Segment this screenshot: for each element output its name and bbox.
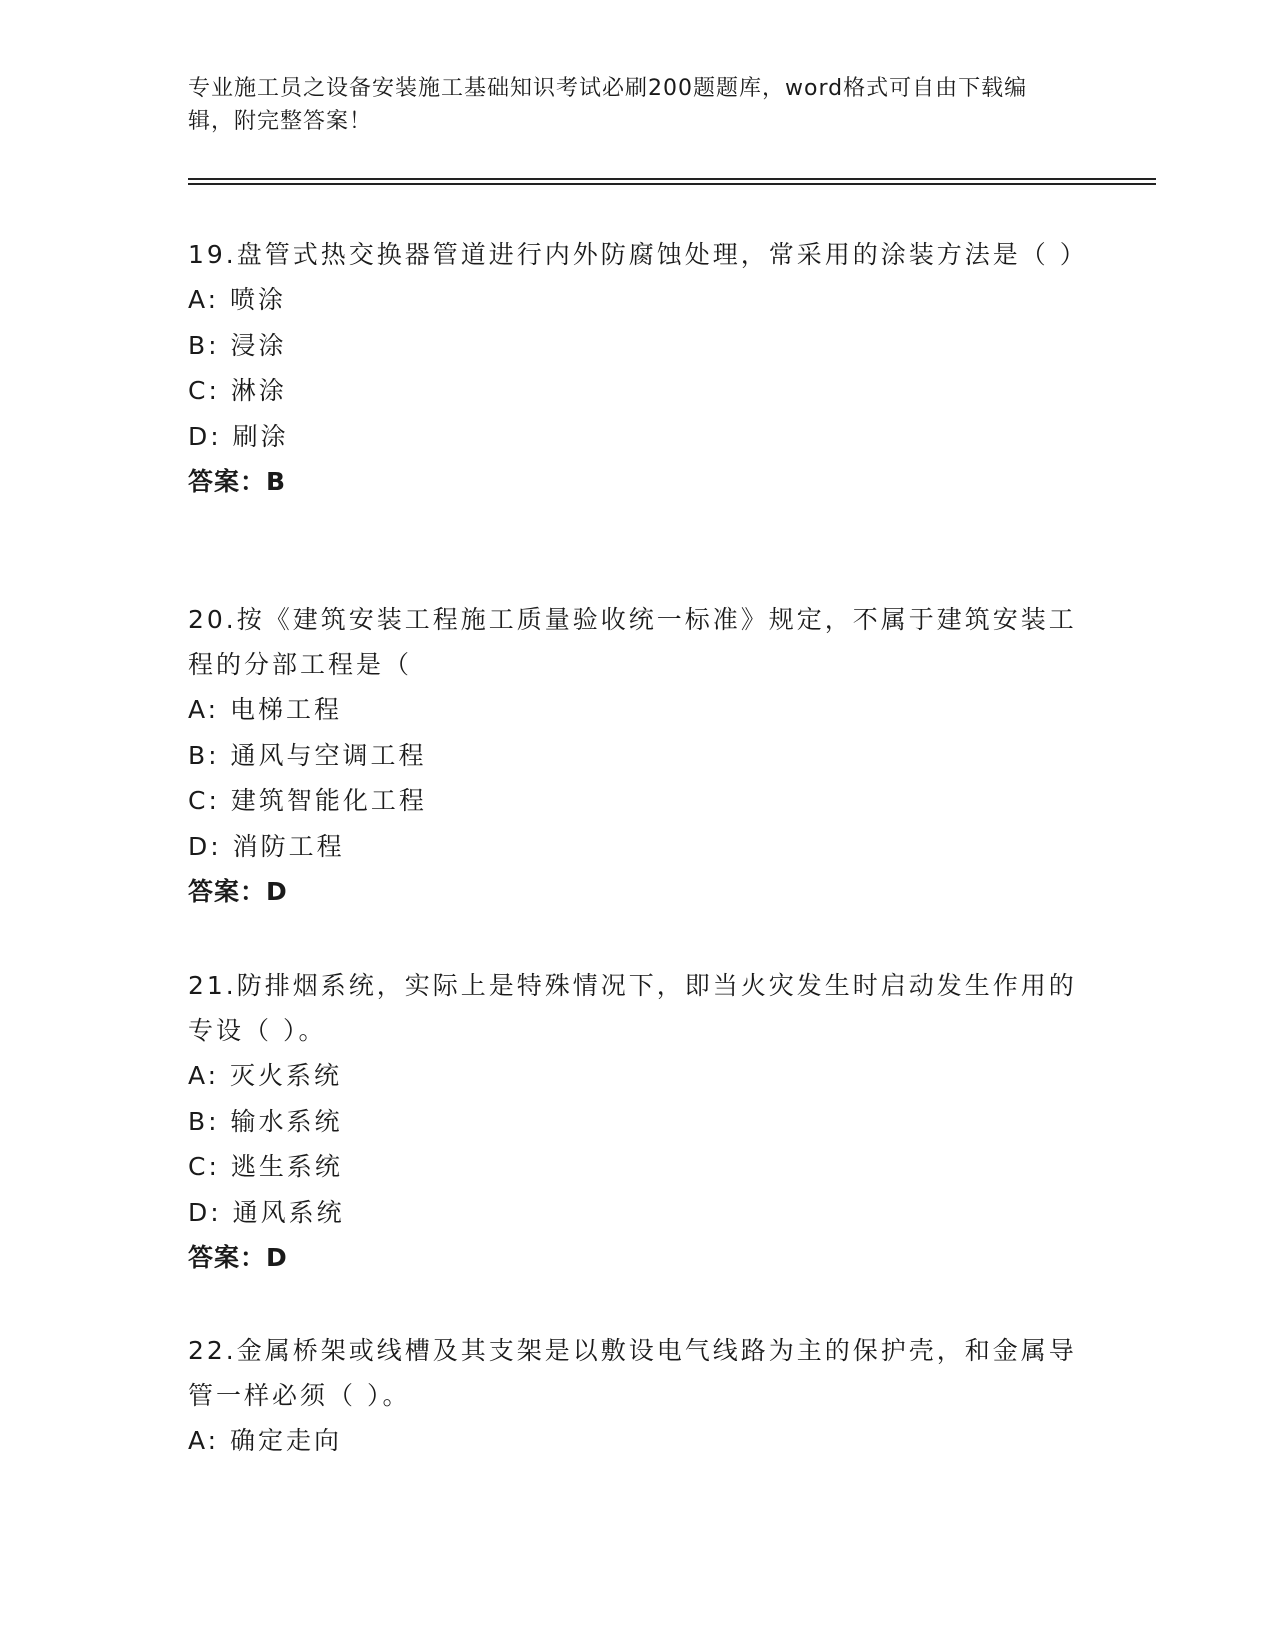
option-d: D: 消防工程 <box>188 831 345 861</box>
question-20 <box>188 597 1088 915</box>
question-stem: 19.盘管式热交换器管道进行内外防腐蚀处理，常采用的涂装方法是（ ） <box>188 240 1088 269</box>
option-c: C: 淋涂 <box>188 376 287 405</box>
option-a: A: 灭火系统 <box>188 1061 343 1090</box>
answer-line: 答案：B <box>188 467 287 496</box>
option-b: B: 通风与空调工程 <box>188 740 427 770</box>
document-header: 专业施工员之设备安装施工基础知识考试必刷200题题库，word格式可自由下载编辑，附完整答案！ <box>188 76 1028 134</box>
question-stem: 20.按《建筑安装工程施工质量验收统一标准》规定，不属于建筑安装工程的分部工程是（ <box>188 605 1077 679</box>
header-divider-bottom <box>188 183 1156 185</box>
question-19 <box>188 232 1088 505</box>
option-b: B: 浸涂 <box>188 330 287 360</box>
question-stem: 21.防排烟系统，实际上是特殊情况下，即当火灾发生时启动发生作用的专设（ ）。 <box>188 971 1077 1045</box>
option-c: C: 逃生系统 <box>188 1152 343 1181</box>
option-c: C: 建筑智能化工程 <box>188 786 427 815</box>
option-a: A: 电梯工程 <box>188 695 343 724</box>
option-d: D: 通风系统 <box>188 1197 345 1227</box>
answer-line: 答案：D <box>188 877 288 906</box>
header-divider-top <box>188 178 1156 180</box>
question-21 <box>188 963 1088 1281</box>
option-a: A: 喷涂 <box>188 285 287 314</box>
option-d: D: 刷涂 <box>188 421 289 451</box>
option-a: A: 确定走向 <box>188 1426 343 1455</box>
question-22 <box>188 1328 1088 1464</box>
option-b: B: 输水系统 <box>188 1106 343 1136</box>
answer-line: 答案：D <box>188 1243 288 1272</box>
question-stem: 22.金属桥架或线槽及其支架是以敷设电气线路为主的保护壳，和金属导管一样必须（ ）。 <box>188 1336 1077 1410</box>
